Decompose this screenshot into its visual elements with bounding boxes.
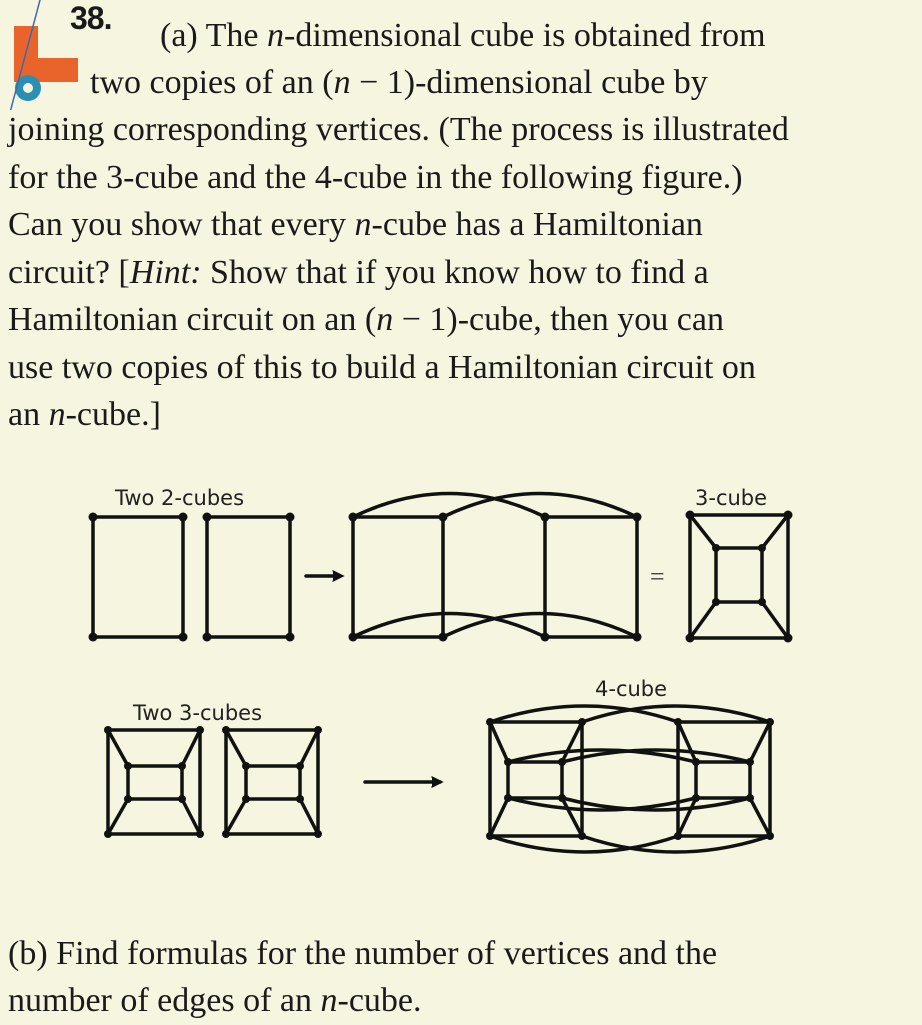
problem-number: 38. bbox=[70, 0, 112, 36]
3cube bbox=[686, 511, 793, 643]
part-a-line-5: Can you show that every n-cube has a Hamiltonian bbox=[8, 206, 703, 243]
part-b-line-1: (b) Find formulas for the number of vertices and the bbox=[8, 935, 718, 972]
two-2cubes bbox=[89, 513, 295, 642]
4cube bbox=[486, 706, 774, 852]
part-a-line-1: (a) The n-dimensional cube is obtained from bbox=[160, 17, 766, 54]
equals-sign: = bbox=[650, 562, 665, 591]
part-a-line-2: two copies of an (n − 1)-dimensional cube by bbox=[90, 64, 708, 101]
part-a-line-6: circuit? [Hint: Show that if you know how to find a bbox=[8, 254, 709, 291]
label-two-3cubes: Two 3-cubes bbox=[133, 701, 263, 725]
label-3cube: 3-cube bbox=[695, 486, 768, 510]
hint-label: Hint: bbox=[129, 254, 202, 291]
part-b-label: (b) bbox=[8, 935, 48, 972]
arrow-right-icon bbox=[306, 571, 343, 581]
label-two-2cubes: Two 2-cubes bbox=[115, 486, 245, 510]
joined-2cubes bbox=[349, 494, 642, 642]
two-3cubes bbox=[104, 726, 322, 838]
part-b-line-2: number of edges of an n-cube. bbox=[8, 982, 422, 1019]
hypercube-figure bbox=[0, 460, 922, 880]
part-a-line-3: joining corresponding vertices. (The process is illustrated bbox=[8, 111, 789, 148]
part-a-line-9: an n-cube.] bbox=[8, 396, 161, 433]
label-4cube: 4-cube bbox=[595, 677, 668, 701]
part-a-label: (a) bbox=[160, 17, 198, 54]
part-a-line-7: Hamiltonian circuit on an (n − 1)-cube, then you can bbox=[8, 301, 724, 338]
part-a-line-4: for the 3-cube and the 4-cube in the following figure.) bbox=[8, 159, 743, 196]
arrow-right-icon bbox=[365, 777, 442, 787]
part-a-line-8: use two copies of this to build a Hamiltonian circuit on bbox=[8, 349, 756, 386]
